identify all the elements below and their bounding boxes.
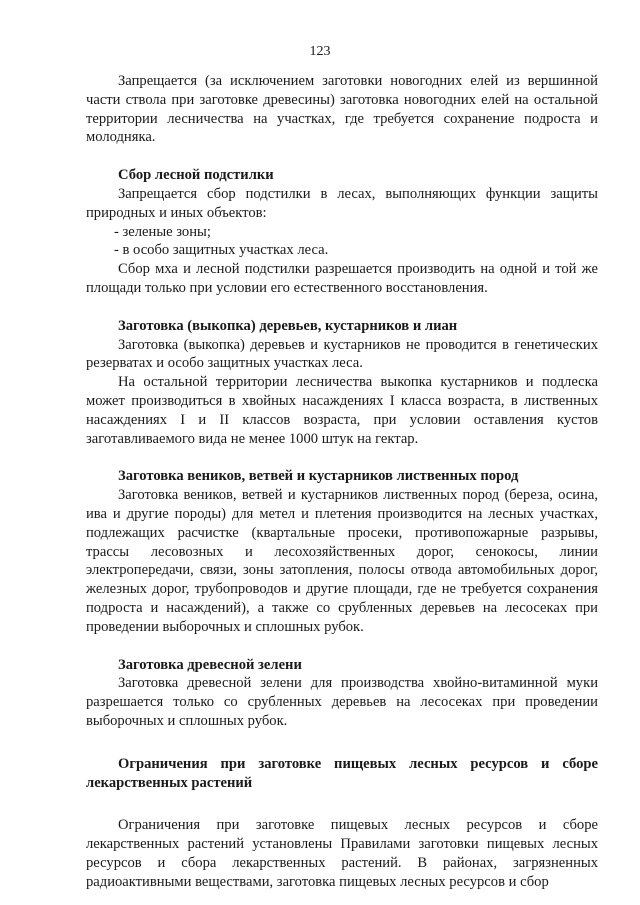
spacer xyxy=(86,448,598,467)
paragraph-new-year-trees: Запрещается (за исключением заготовки новогодних елей из вершинной части ствола при заготовке древесины) заготовка новогодних елей на остальной территории лесничества на участках, где требуется сохранение подроста и молодняка. xyxy=(86,73,598,146)
heading-tree-greenery: Заготовка древесной зелени xyxy=(118,656,302,673)
paragraph-moss-collection: Сбор мха и лесной подстилки разрешается производить на одной и той же площади только при условии его естественного восстановления. xyxy=(86,261,598,296)
spacer xyxy=(86,792,598,816)
paragraph-digging-ban: Заготовка (выкопка) деревьев и кустарников не проводится в генетических резерватах и особо защитных участках леса. xyxy=(86,336,598,372)
paragraph-tree-greenery: Заготовка древесной зелени для производства хвойно-витаминной муки разрешается только со срубленных деревьев на лесосеках при проведении выборочных и сплошных рубок. xyxy=(86,675,598,729)
page-number: 123 xyxy=(309,44,331,59)
paragraph-litter-ban: Запрещается сбор подстилки в лесах, выполняющих функции защиты природных и иных объектов: xyxy=(86,185,598,221)
heading-digging-trees: Заготовка (выкопка) деревьев, кустарников и лиан xyxy=(118,317,458,334)
list-item-protected-areas: - в особо защитных участках леса. xyxy=(114,242,329,259)
paragraph-digging-allowed: На остальной территории лесничества выкопка кустарников и подлеска может производиться в хвойных насаждениях I класса возраста, в лиственных насаждениях I и II классов возраста, при условии оставления кустов заготавливаемого вида не менее 1000 штук на гектар. xyxy=(86,374,598,447)
spacer xyxy=(86,147,598,166)
spacer xyxy=(86,637,598,656)
heading-forest-litter: Сбор лесной подстилки xyxy=(118,167,274,184)
spacer xyxy=(86,731,598,755)
spacer xyxy=(86,298,598,317)
paragraph-food-resources: Ограничения при заготовке пищевых лесных ресурсов и сборе лекарственных растений установлены Правилами заготовки пищевых лесных ресурсов и сбора лекарственных растений. В районах, загрязненных радиоактивными веществами, заготовка пищевых лесных ресурсов и сбор xyxy=(86,817,598,890)
paragraph-brooms-branches: Заготовка веников, ветвей и кустарников лиственных пород (береза, осина, ива и другие породы) для метел и плетения производится на лесных участках, подлежащих расчистке (квартальные просеки, противопожарные разрывы, трассы лесовозных и лесохозяйственных дорог, сенокосы, линии электропередачи, связи, зоны затопления, полосы отвода автомобильных дорог, железных дорог, трубопроводов и другие площади, где не требуется сохранения подроста и насаждений), а также со срубленных деревьев на лесосеках при проведении выборочных и сплошных рубок. xyxy=(86,487,598,635)
heading-food-resources: Ограничения при заготовке пищевых лесных ресурсов и сборе лекарственных растений xyxy=(86,755,598,791)
heading-brooms-branches: Заготовка веников, ветвей и кустарников лиственных пород xyxy=(118,468,519,485)
list-item-green-zones: - зеленые зоны; xyxy=(114,223,211,240)
document-body xyxy=(86,72,598,891)
